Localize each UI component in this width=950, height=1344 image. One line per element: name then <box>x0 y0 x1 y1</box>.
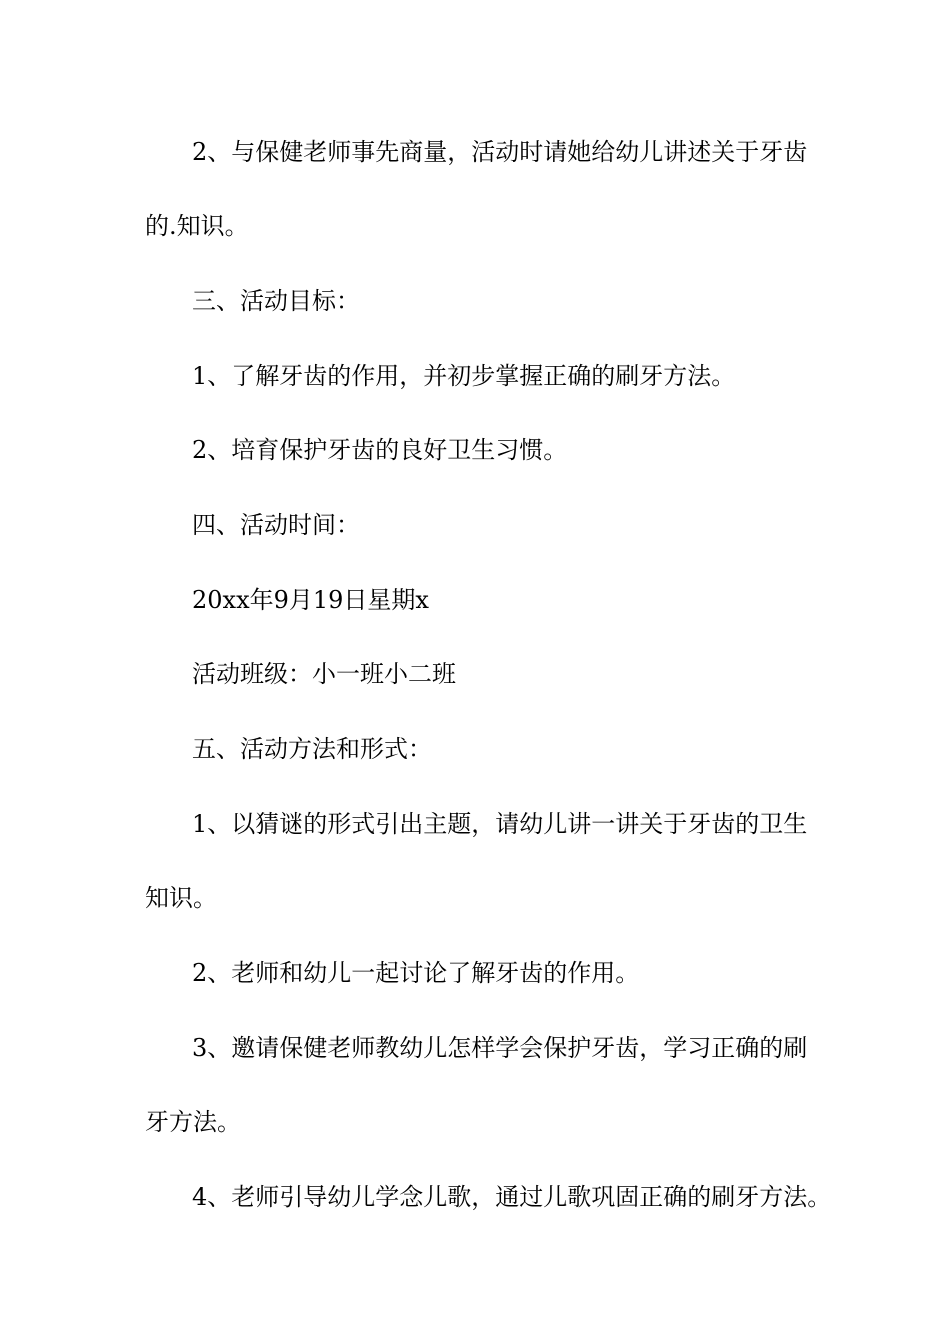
method-item-2: 2、老师和幼儿一起讨论了解牙齿的作用。 <box>192 959 640 987</box>
method-item-3: 3、邀请保健老师教幼儿怎样学会保护牙齿，学习正确的刷 <box>192 1034 808 1062</box>
method-item-3-cont: 牙方法。 <box>145 1108 241 1136</box>
heading-methods: 五、活动方法和形式： <box>192 735 432 763</box>
method-item-1: 1、以猜谜的形式引出主题，请幼儿讲一讲关于牙齿的卫生 <box>192 810 808 838</box>
goal-item-1: 1、了解牙齿的作用，并初步掌握正确的刷牙方法。 <box>192 362 736 390</box>
paragraph-prep-2-cont: 的.知识。 <box>145 212 249 240</box>
heading-activity-goals: 三、活动目标： <box>192 287 360 315</box>
method-item-1-cont: 知识。 <box>145 884 217 912</box>
goal-item-2: 2、培育保护牙齿的良好卫生习惯。 <box>192 436 568 464</box>
activity-classes: 活动班级：小一班小二班 <box>192 660 456 688</box>
heading-activity-time: 四、活动时间： <box>192 511 360 539</box>
activity-date: 20xx年9月19日星期x <box>192 586 429 614</box>
paragraph-prep-2: 2、与保健老师事先商量，活动时请她给幼儿讲述关于牙齿 <box>192 138 808 166</box>
method-item-4: 4、老师引导幼儿学念儿歌，通过儿歌巩固正确的刷牙方法。 <box>192 1183 832 1211</box>
